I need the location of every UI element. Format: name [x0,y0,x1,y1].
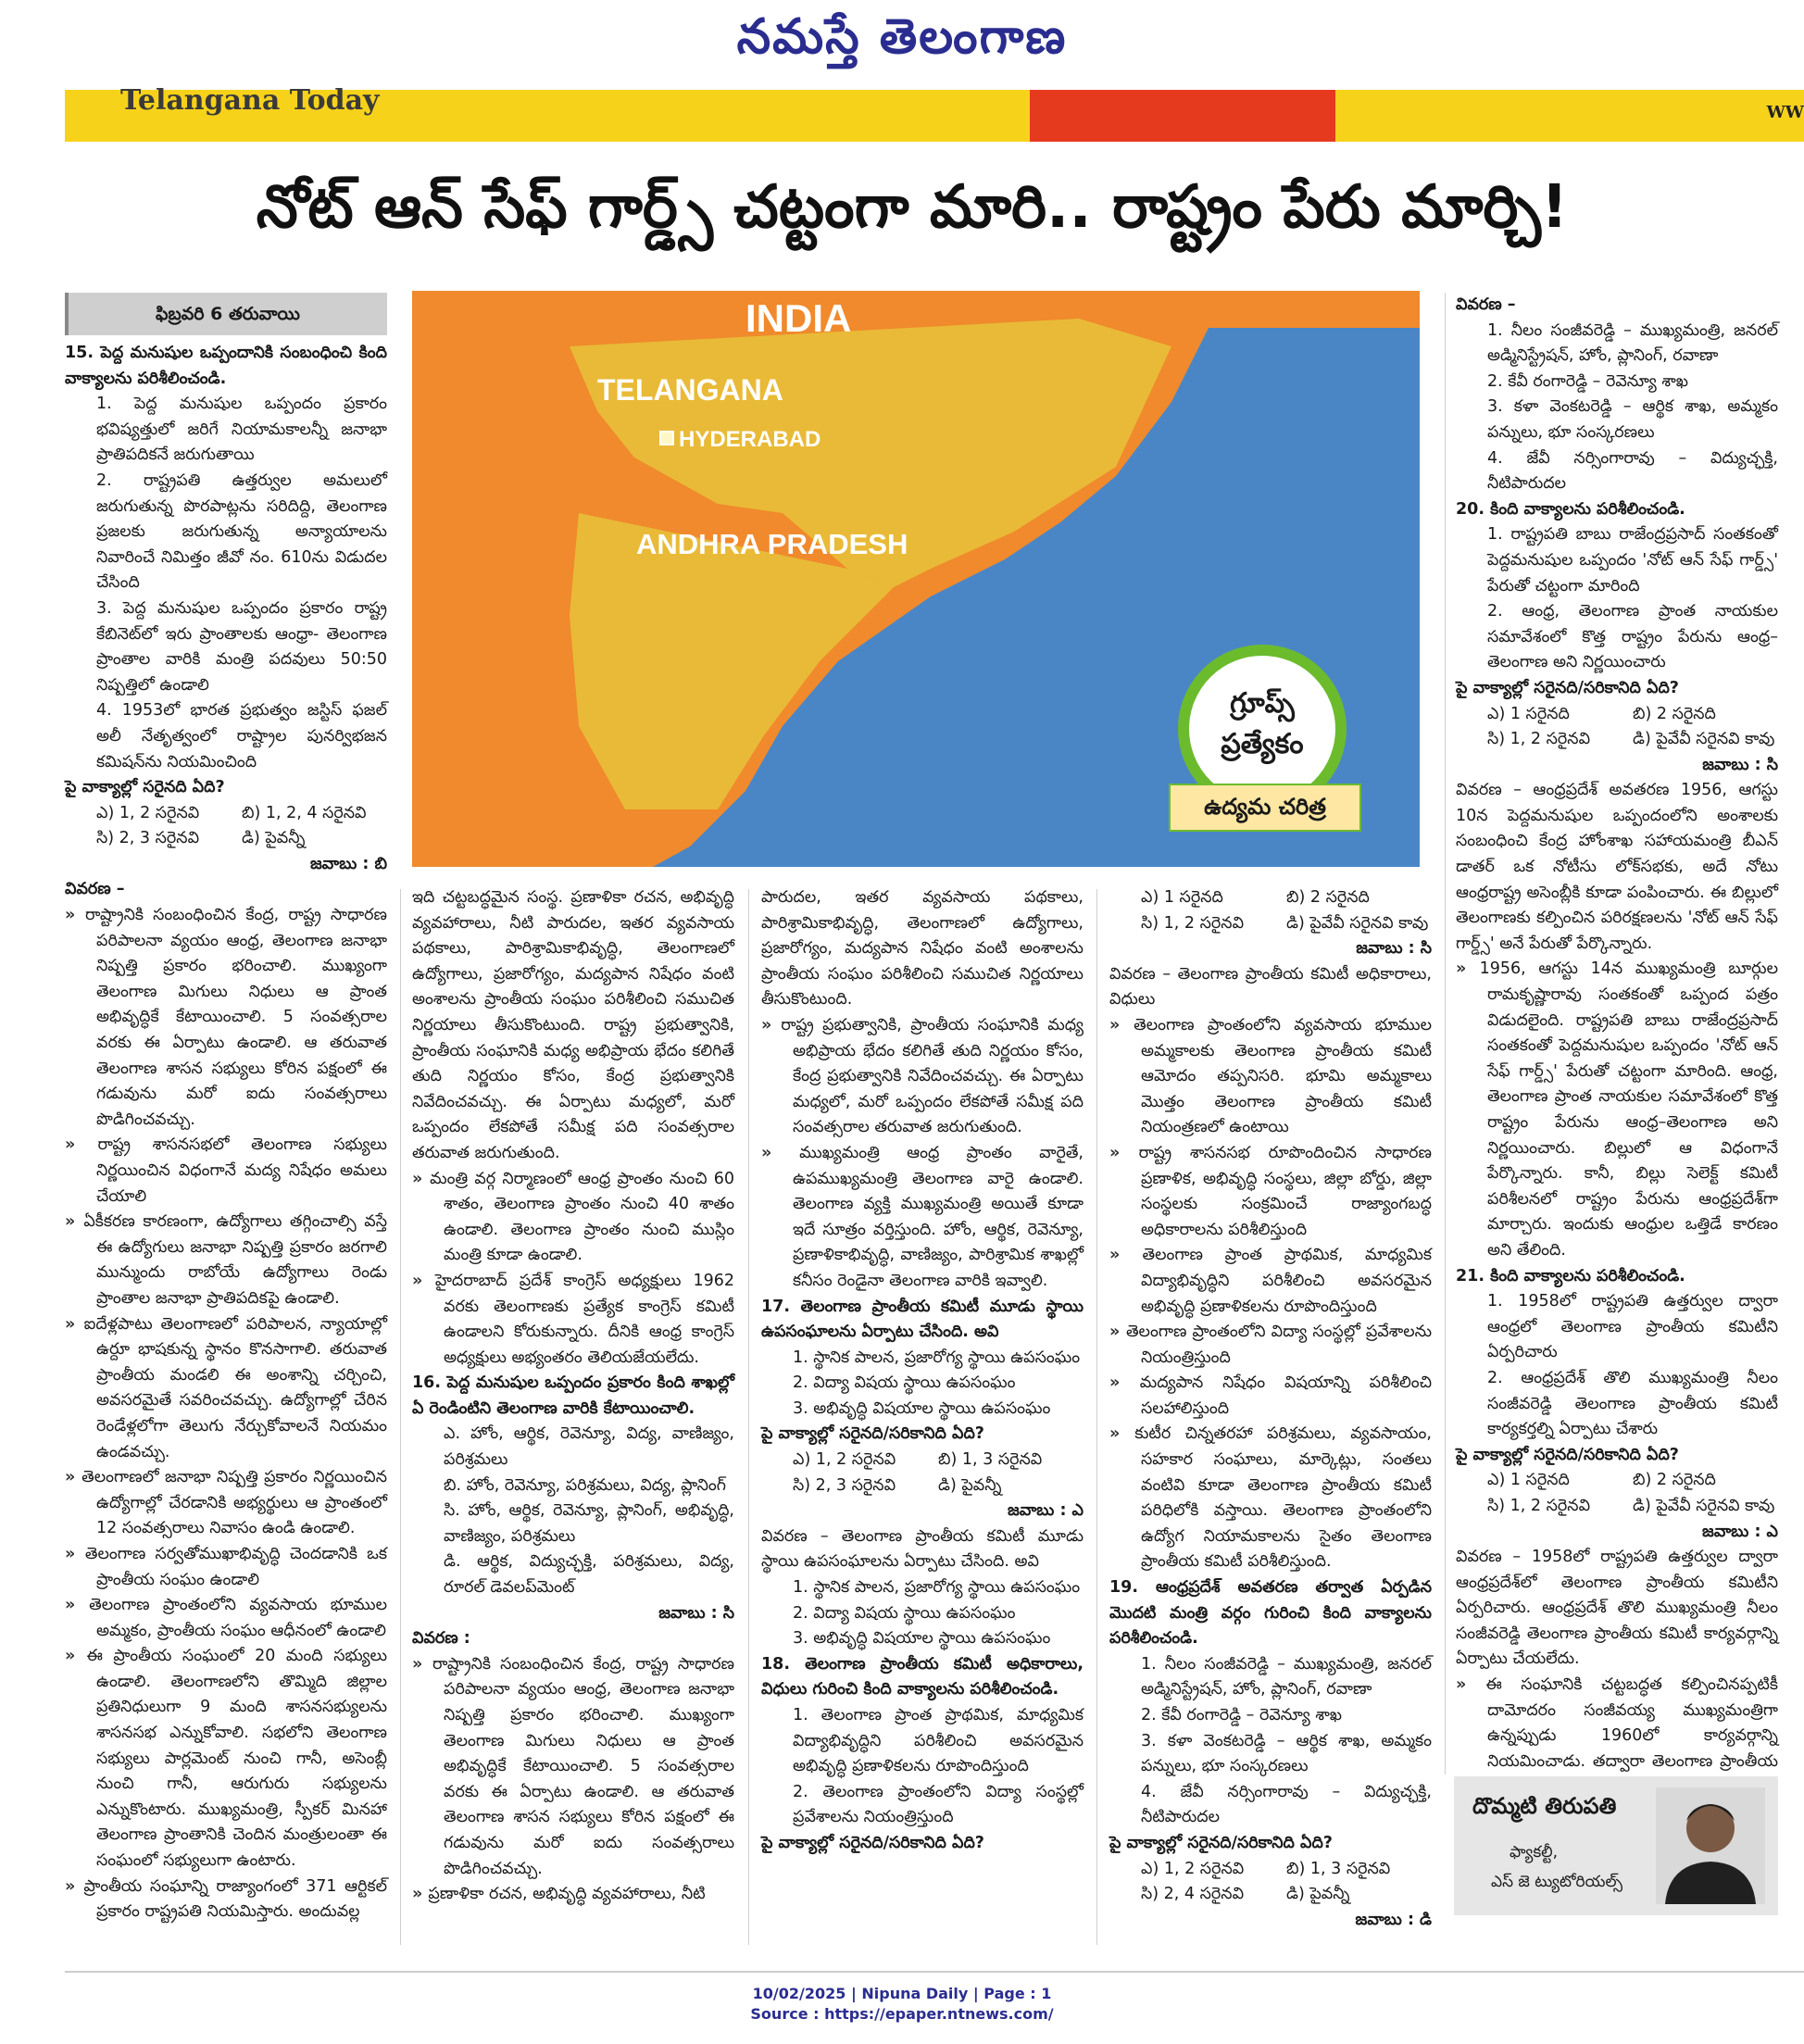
question-20: 20. కింది వాక్యాలను పరిశీలించండి. [1456,499,1685,519]
partner-brand: Telangana Today [120,84,380,117]
author-photo [1656,1787,1765,1904]
question-18: 18. తెలంగాణ ప్రాంతీయ కమిటీ అధికారాలు, విధులు గురించి కింది వాక్యాలను పరిశీలించండి. [761,1654,1084,1699]
question-prompt: పై వాక్యాల్లో సరైనది/సరికానిది ఏది? [761,1424,984,1444]
answer: జవాబు : బి [310,854,387,873]
explanation-point: » ప్రణాళికా రచన, అభివృద్ధి వ్యవహారాలు, నీటి [412,1882,734,1908]
option: బి) 1, 3 సరైనవి [1286,1859,1391,1878]
author-box [1454,1776,1778,1915]
footer [0,1984,1804,2025]
explanation-point: » రాష్ట్ర శాసనసభ రూపొందించిన సాధారణ ప్రణాళిక, అభివృద్ధి సంస్థలు, జిల్లా బోర్డు, జిల్లా సంస్థలకు సంక్రమించే రాజ్యాంగబద్ధ అధికారాలను పరిశీలిస్తుంది [1109,1141,1432,1243]
question-21: 21. కింది వాక్యాలను పరిశీలించండి. [1456,1266,1685,1285]
map-label-india: INDIA [745,296,852,340]
newspaper-logo: నమస్తే తెలంగాణ [736,8,1068,65]
statement: 2. ఆంధ్ర, తెలంగాణ ప్రాంత నాయకుల సమావేశంలో కొత్త రాష్ట్రం పేరును ఆంధ్ర–తెలంగాణ అని నిర్ణయించారు [1487,602,1778,672]
map-label-andhra: ANDHRA PRADESH [636,528,908,560]
badge-line1: గ్రూప్స్ [1230,687,1295,720]
column-4 [1109,885,1432,1933]
statement: 1. రాష్ట్రపతి బాబు రాజేంద్రప్రసాద్ సంతకంతో పెద్దమనుషుల ఒప్పందం 'నోట్ ఆన్ సేఫ్ గార్డ్స్' పేరుతో చట్టంగా మారింది [1487,525,1778,596]
option: బి) 2 సరైనది [1286,888,1370,907]
explanation-point: » 1956, ఆగస్టు 14న ముఖ్యమంత్రి బూర్గుల రామకృష్ణారావు సంతకంతో ఒప్పంద పత్రం విడుదలైంది. రాష్ట్రపతి బాబు రాజేంద్రప్రసాద్ సంతకంతో పెద్దమనుషుల ఒప్పందం 'నోట్ ఆన్ సేఫ్ గార్డ్స్' పేరుతో చట్టంగా మారింది. ఆంధ్ర, తెలంగాణ ప్రాంత నాయకుల సమావేశంలో కొత్త రాష్ట్రం పేరును ఆంధ్ర–తెలంగాణ అని నిర్ణయించారు. బిల్లులో ఆ విధంగానే పేర్కొన్నారు. కానీ, బిల్లు సెలెక్ట్ కమిటీ పరిశీలనలో రాష్ట్రం పేరును ఆంధ్రప్రదేశ్‌గా మార్చారు. ఇందుకు ఆంధ్రుల ఒత్తిడే కారణం అని తేలింది. [1456,957,1778,1263]
answer: జవాబు : సి [1702,755,1778,774]
statement: 3. పెద్ద మనుషుల ఒప్పందం ప్రకారం రాష్ట్ర కేబినెట్‌లో ఇరు ప్రాంతాలకు ఆంధ్రా- తెలంగాణ ప్రాంతాల వారికి మంత్రి పదవులు 50:50 నిష్పత్తిలో ఉండాలి [96,598,387,695]
explanation-point: » మద్యపాన నిషేధం విషయాన్ని పరిశీలించి సలహాలిస్తుంది [1109,1371,1432,1422]
option: సి) 1, 2 సరైనవి [1487,730,1591,749]
statement: 2. ఆంధ్రప్రదేశ్ తొలి ముఖ్యమంత్రి నీలం సంజీవరెడ్డి తెలంగాణ ప్రాంతీయ కమిటీ కార్యకర్తల్ని ఏర్పాటు చేశారు [1487,1368,1778,1439]
options [761,1448,1084,1499]
question-17: 17. తెలంగాణ ప్రాంతీయ కమిటీ మూడు స్థాయి ఉపసంఘాలను ఏర్పాటు చేసింది. అవి [761,1297,1084,1342]
author-role: ఫ్యాకల్టీ, [1510,1843,1559,1862]
options [1456,702,1778,753]
badge-line2: ప్రత్యేకం [1221,728,1304,760]
explanation-point: » హైదరాబాద్ ప్రదేశ్ కాంగ్రెస్ అధ్యక్షులు 1962 వరకు తెలంగాణకు ప్రత్యేక కాంగ్రెస్ కమిటీ ఉండాలని కోరుకున్నారు. దీనికి ఆంధ్ర కాంగ్రెస్ అధ్యక్షులు అభ్యంతరం తెలియజేయలేదు. [412,1269,734,1371]
option: బి) 1, 3 సరైనవి [938,1450,1043,1470]
explanation-label: వివరణ – [65,880,125,899]
statement: 2. విద్యా విషయ స్థాయి ఉపసంఘం [793,1603,1016,1623]
groups-special-badge [1169,645,1358,839]
answer: జవాబు : ఎ [1702,1522,1778,1541]
footer-source-link[interactable]: Source : https://epaper.ntnews.com/ [750,2005,1054,2023]
statement: 2. కేవీ రంగారెడ్డి – రెవెన్యూ శాఖ [1487,371,1688,391]
statement: 2. తెలంగాణ ప్రాంతంలోని విద్యా సంస్థల్లో ప్రవేశాలను నియంత్రిస్తుంది [793,1782,1084,1827]
statement: 1. స్థానిక పాలన, ప్రజారోగ్య స్థాయి ఉపసంఘం [793,1578,1081,1598]
statement: 4. జేవీ నర్సింగారావు – విద్యుచ్ఛక్తి, నీటిపారుదల [1141,1782,1432,1827]
option: సి) 2, 3 సరైనవి [793,1475,896,1495]
options [1456,1468,1778,1519]
statement: 1. నీలం సంజీవరెడ్డి – ముఖ్యమంత్రి, జనరల్ అడ్మినిస్ట్రేషన్, హోం, ప్లానింగ్, రవాణా [1141,1654,1432,1699]
options [65,801,387,852]
option: డి. ఆర్థిక, విద్యుచ్ఛక్తి, పరిశ్రమలు, విద్య, రూరల్ డెవలప్‌మెంట్ [444,1552,734,1598]
column-2 [412,885,734,1908]
column-5 [1456,293,1778,1800]
explanation: వివరణ – తెలంగాణ ప్రాంతీయ కమిటీ మూడు స్థాయి ఉపసంఘాలను ఏర్పాటు చేసింది. అవి [761,1526,1084,1572]
explanation-point: » తెలంగాణ ప్రాంత ప్రాథమిక, మాధ్యమిక విద్యాభివృద్ధిని పరిశీలించి అవసరమైన అభివృద్ధి ప్రణాళికలను రూపొందిస్తుంది [1109,1243,1432,1320]
explanation-point: » రాష్ట్రానికి సంబంధించిన కేంద్ర, రాష్ట్ర సాధారణ పరిపాలనా వ్యయం ఆంధ్ర, తెలంగాణ జనాభా నిష్పత్తి ప్రకారం భరించాలి. ముఖ్యంగా తెలంగాణ మిగులు నిధులు ఆ ప్రాంత అభివృద్ధికే కేటాయించాలి. 5 సంవత్సరాల వరకు ఈ ఏర్పాటు ఉండాలి. ఆ తరువాత తెలంగాణ శాసన సభ్యులు కోరిన పక్షంలో ఈ గడువును మరో ఐదు సంవత్సరాలు పొడిగించవచ్చు. [412,1652,734,1882]
option: సి. హోం, ఆర్థిక, రెవెన్యూ, ప్లానింగ్, అభివృద్ధి, వాణిజ్యం, పరిశ్రమలు [444,1501,734,1546]
option: బి. హోం, రెవెన్యూ, పరిశ్రమలు, విద్య, ప్లానింగ్ [444,1475,727,1495]
explanation-point: » తెలంగాణలో జనాభా నిష్పత్తి ప్రకారం నిర్ణయించిన ఉద్యోగాల్లో చేరడానికి అభ్యర్థులు ఆ ప్రాంతంలో 12 సంవత్సరాలు నివాసం ఉండి ఉండాలి. [65,1465,387,1542]
column-divider [1445,293,1446,1774]
explanation-point: » తెలంగాణ ప్రాంతంలోని వ్యవసాయ భూముల అమ్మకం, ప్రాంతీయ సంఘం ఆధీనంలో ఉండాలి [65,1593,387,1644]
option: డి) పైవేవీ సరైనవి కావు [1633,1496,1775,1515]
option: డి) పైవేవీ సరైనవి కావు [1286,913,1429,933]
map-label-hyderabad: HYDERABAD [679,427,821,452]
section-label: ఫిబ్రవరి 6 తరువాయి [65,293,387,335]
author-name: దొమ్మటి తిరుపతి [1472,1793,1617,1819]
statement: 2. విద్యా విషయ స్థాయి ఉపసంఘం [793,1373,1016,1393]
footer-divider [65,1971,1804,1973]
option: ఎ) 1 సరైనది [1487,704,1570,723]
explanation-point: » రాష్ట్రానికి సంబంధించిన కేంద్ర, రాష్ట్ర సాధారణ పరిపాలనా వ్యయం ఆంధ్ర, తెలంగాణ జనాభా నిష్పత్తి ప్రకారం భరించాలి. ముఖ్యంగా తెలంగాణ మిగులు నిధులు ఆ ప్రాంత అభివృద్ధికే కేటాయించాలి. 5 సంవత్సరాల వరకు ఈ ఏర్పాటు ఉండాలి. ఆ తరువాత తెలంగాణ శాసన సభ్యులు కోరిన పక్షంలో ఈ గడువును మరో ఐదు సంవత్సరాలు పొడిగించవచ్చు. [65,903,387,1133]
option: డి) పైవన్నీ [938,1475,1002,1495]
statement: 1. స్థానిక పాలన, ప్రజారోగ్య స్థాయి ఉపసంఘం [793,1348,1081,1367]
statement: 2. రాష్ట్రపతి ఉత్తర్వుల అమలులో జరుగుతున్న పొరపాట్లను సరిదిద్ది, తెలంగాణ ప్రజలకు జరుగుతున్న అన్యాయాలను నివారించే నిమిత్తం జీవో నం. 610ను విడుదల చేసింది [96,470,387,593]
answer: జవాబు : ఎ [1008,1501,1084,1521]
explanation-point: » తెలంగాణ ప్రాంతంలోని విద్యా సంస్థల్లో ప్రవేశాలను నియంత్రిస్తుంది [1109,1320,1432,1371]
option: బి) 2 సరైనది [1633,1471,1716,1490]
column-divider [400,889,401,1945]
question-prompt: పై వాక్యాల్లో సరైనది/సరికానిది ఏది? [1109,1833,1333,1852]
option: సి) 1, 2 సరైనవి [1487,1496,1591,1515]
statement: 3. అభివృద్ధి విషయాల స్థాయి ఉపసంఘం [793,1629,1051,1649]
badge-ribbon: ఉద్యమ చరిత్ర [1169,784,1361,832]
statement: 3. కళా వెంకటరెడ్డి – ఆర్థిక శాఖ, అమ్మకం పన్నులు, భూ సంస్కరణలు [1487,397,1778,442]
question-prompt: పై వాక్యాల్లో సరైనది ఏది? [65,778,225,797]
explanation-label: వివరణ : [412,1629,470,1649]
statement: 1. 1958లో రాష్ట్రపతి ఉత్తర్వుల ద్వారా ఆంధ్రలో తెలంగాణ ప్రాంతీయ కమిటీని ఏర్పరిచారు [1487,1292,1778,1362]
statement: 1. పెద్ద మనుషుల ఒప్పందం ప్రకారం భవిష్యత్తులో జరిగే నియామకాలన్నీ జనాభా ప్రాతిపదికనే జరుగుతాయి [96,395,387,465]
statement: 4. 1953లో భారత ప్రభుత్వం జస్టిస్ ఫజల్ అలీ నేతృత్వంలో రాష్ట్రాల పునర్విభజన కమిషన్‌ను నియమించింది [96,701,387,771]
statement: 2. కేవీ రంగారెడ్డి – రెవెన్యూ శాఖ [1141,1706,1342,1724]
explanation-point: » ఏకీకరణ కారణంగా, ఉద్యోగాలు తగ్గించాల్సి వస్తే ఈ ఉద్యోగులు జనాభా నిష్పత్తి ప్రకారం జరగాలి మున్ముందు రాబోయే ఉద్యోగాలు రెండు ప్రాంతాల జనాభా ప్రాతిపదికపై ఉండాలి. [65,1210,387,1311]
option: సి) 1, 2 సరైనవి [1141,913,1245,933]
question-16: 16. పెద్ద మనుషుల ఒప్పందం ప్రకారం కింది శాఖల్లో ఏ రెండింటిని తెలంగాణ వారికి కేటాయించాలి. [412,1373,734,1418]
masthead [0,0,1804,74]
options [1109,885,1432,936]
question-19: 19. ఆంధ్రప్రదేశ్ అవతరణ తర్వాత ఏర్పడిన మొదటి మంత్రి వర్గం గురించి కింది వాక్యాలను పరిశీలించండి. [1109,1578,1432,1649]
author-institute: ఎస్ జె ట్యుటోరియల్స్ [1491,1873,1623,1891]
paragraph: ఇది చట్టబద్ధమైన సంస్థ. ప్రణాళికా రచన, అభివృద్ధి వ్యవహారాలు, నీటి పారుదల, ఇతర వ్యవసాయ పథకాలు, పారిశ్రామికాభివృద్ధి, తెలంగాణలో ఉద్యోగాలు, ప్రజారోగ్యం, మద్యపాన నిషేధం వంటి అంశాలను ప్రాంతీయ సంఘం పరిశీలించి సముచిత నిర్ణయాలు తీసుకొంటుంది. రాష్ట్ర ప్రభుత్వానికి, ప్రాంతీయ సంఘానికి మధ్య అభిప్రాయ భేదం కలిగితే తుది నిర్ణయం కోసం, కేంద్ర ప్రభుత్వానికి నివేదించవచ్చు. ఈ ఏర్పాటు మధ్యలో, మరో ఒప్పందం లేకపోతే సమీక్ష పది సంవత్సరాల తరువాత జరుగుతుంది. [412,888,734,1162]
option: ఎ) 1, 2 సరైనవి [96,803,200,822]
explanation-point: » ఐదేళ్లపాటు తెలంగాణలో పరిపాలన, న్యాయాల్లో ఉర్దూ భాషకున్న స్థానం కొనసాగాలి. తరువాత ప్రాంతీయ మండలి ఈ అంశాన్ని చర్చించి, అవసరమైతే సవరించవచ్చు. ఉద్యోగాల్లో చేరిన రెండేళ్లలోగా తెలుగు నేర్చుకోవాలనే నియమం ఉండవచ్చు. [65,1312,387,1466]
explanation: వివరణ – 1958లో రాష్ట్రపతి ఉత్తర్వుల ద్వారా ఆంధ్రప్రదేశ్‌లో తెలంగాణ ప్రాంతీయ కమిటీని ఏర్పరిచారు. ఆంధ్రప్రదేశ్ తొలి ముఖ్యమంత్రి నీలం సంజీవరెడ్డి తెలంగాణ ప్రాంతీయ కమిటీ కార్యవర్గాన్ని ఏర్పాటు చేయలేదు. [1456,1548,1778,1669]
explanation: వివరణ – ఆంధ్రప్రదేశ్ అవతరణ 1956, ఆగస్టు 10న పెద్దమనుషుల ఒప్పందంలోని అంశాలకు సంబంధించి కేంద్ర హోంశాఖ సహాయమంత్రి బీఎన్ డాతర్ ఒక నోటీసు లోక్‌సభకు, అదే నోటు ఆంధ్రరాష్ట్ర అసెంబ్లీకి కూడా పంపించారు. ఈ బిల్లులో తెలంగాణకు కల్పించిన పరిరక్షణలను 'నోట్ ఆన్ సేఫ్ గార్డ్స్' అనే పేరుతో పేర్కొన్నారు. [1456,781,1778,953]
question-prompt: పై వాక్యాల్లో సరైనది/సరికానిది ఏది? [1456,1445,1679,1464]
explanation-label: వివరణ – [1456,295,1516,314]
column-divider [748,889,749,1945]
option: బి) 1, 2, 4 సరైనవి [242,803,367,822]
map-label-telangana: TELANGANA [597,373,783,407]
explanation-point: » కుటీర చిన్నతరహా పరిశ్రమలు, వ్యవసాయం, సహకార సంఘాలు, మార్కెట్లు, సంతలు వంటివి కూడా తెలంగాణ ప్రాంతీయ కమిటీ పరిధిలోకి వస్తాయి. తెలంగాణ ప్రాంతంలోని ఉద్యోగ నియామకాలను సైతం తెలంగాణ ప్రాంతీయ కమిటీ పరిశీలిస్తుంది. [1109,1422,1432,1575]
footer-date-line: 10/02/2025 | Nipuna Daily | Page : 1 [752,1985,1052,2002]
statement: 3. కళా వెంకటరెడ్డి – ఆర్థిక శాఖ, అమ్మకం పన్నులు, భూ సంస్కరణలు [1141,1731,1432,1776]
option: ఎ) 1, 2 సరైనవి [1141,1859,1245,1878]
option: బి) 2 సరైనది [1633,704,1716,723]
explanation: వివరణ – తెలంగాణ ప్రాంతీయ కమిటీ అధికారాలు, విధులు [1109,964,1432,1009]
option: సి) 2, 3 సరైనవి [96,829,200,848]
column-divider [1096,889,1097,1945]
option: ఎ) 1 సరైనది [1487,1471,1570,1490]
explanation-point: » తెలంగాణ సర్వతోముఖాభివృద్ధి చెందడానికి ఒక ప్రాంతీయ సంఘం ఉండాలి [65,1542,387,1593]
option: ఎ. హోం, ఆర్థిక, రెవెన్యూ, విద్య, వాణిజ్యం, పరిశ్రమలు [444,1424,734,1470]
question-prompt: పై వాక్యాల్లో సరైనది/సరికానిది ఏది? [1456,678,1679,697]
top-banner [65,84,1804,142]
statement: 3. అభివృద్ధి విషయాల స్థాయి ఉపసంఘం [793,1398,1051,1418]
column-1 [65,293,387,1925]
option: సి) 2, 4 సరైనవి [1141,1885,1245,1904]
explanation-point: » తెలంగాణ ప్రాంతంలోని వ్యవసాయ భూముల అమ్మకాలకు తెలంగాణ ప్రాంతీయ కమిటీ ఆమోదం తప్పనిసరి. భూమి అమ్మకాలు మొత్తం తెలంగాణ ప్రాంతీయ కమిటీ నియంత్రణలో ఉంటాయి [1109,1013,1432,1141]
statement: 1. నీలం సంజీవరెడ్డి – ముఖ్యమంత్రి, జనరల్ అడ్మినిస్ట్రేషన్, హోం, ప్లానింగ్, రవాణా [1487,320,1778,366]
banner-web-text: WW [1766,103,1804,122]
explanation-point: » ముఖ్యమంత్రి ఆంధ్ర ప్రాంతం వారైతే, ఉపముఖ్యమంత్రి తెలంగాణ వారై ఉండాలి. తెలంగాణ వ్యక్తి ముఖ్యమంత్రి అయితే కూడా ఇదే సూత్రం వర్తిస్తుంది. హోం, ఆర్థిక, రెవెన్యూ, ప్రణాళికాభివృద్ధి, వాణిజ్యం, పారిశ్రామిక శాఖల్లో కనీసం రెండైనా తెలంగాణ వారికి ఇవ్వాలి. [761,1141,1084,1295]
main-headline: నోట్ ఆన్ సేఫ్ గార్డ్స్ చట్టంగా మారి.. రాష్ట్రం పేరు మార్చి! [256,173,1569,242]
explanation-point: » రాష్ట్ర ప్రభుత్వానికి, ప్రాంతీయ సంఘానికి మధ్య అభిప్రాయ భేదం కలిగితే తుది నిర్ణయం కోసం, కేంద్ర ప్రభుత్వానికి నివేదించవచ్చు. ఈ ఏర్పాటు మధ్యలో, మరో ఒప్పందం లేకపోతే సమీక్ష పది సంవత్సరాల తరువాత జరుగుతుంది. [761,1013,1084,1141]
person-icon [1656,1787,1765,1904]
option: డి) పైవన్నీ [242,829,306,848]
option: ఎ) 1, 2 సరైనవి [793,1450,896,1470]
statement: 4. జేవీ నర్సింగారావు – విద్యుచ్ఛక్తి, నీటిపారుదల [1487,448,1778,494]
options [1109,1857,1432,1908]
explanation-point: » ఈ సంఘానికి చట్టబద్ధత కల్పించినప్పటికీ దామోదరం సంజీవయ్య ముఖ్యమంత్రిగా ఉన్నప్పుడు 1960లో కార్యవర్గాన్ని నియమించాడు. తద్వారా తెలంగాణ ప్రాంతీయ [1456,1673,1778,1800]
answer: జవాబు : డి [1355,1910,1432,1929]
statement: 1. తెలంగాణ ప్రాంత ప్రాథమిక, మాధ్యమిక విద్యాభివృద్ధిని పరిశీలించి అవసరమైన అభివృద్ధి ప్రణాళికలను రూపొందిస్తుంది [793,1706,1084,1776]
paragraph: పారుదల, ఇతర వ్యవసాయ పథకాలు, పారిశ్రామికాభివృద్ధి, తెలంగాణలో ఉద్యోగాలు, ప్రజారోగ్యం, మద్యపాన నిషేధం వంటి అంశాలను ప్రాంతీయ సంఘం పరిశీలించి సముచిత నిర్ణయాలు తీసుకొంటుంది. [761,888,1084,1009]
banner-red-block [1030,90,1335,142]
explanation-point: » ప్రాంతీయ సంఘాన్ని రాజ్యాంగంలో 371 ఆర్టికల్ ప్రకారం రాష్ట్రపతి నియమిస్తారు. అందువల్ల [65,1875,387,1925]
option: డి) పైవన్నీ [1286,1885,1350,1904]
answer: జవాబు : సి [658,1603,734,1623]
question-15: 15. పెద్ద మనుషుల ఒప్పందానికి సంబంధించి కింది వాక్యాలను పరిశీలించండి. [65,344,387,388]
option: ఎ) 1 సరైనది [1141,888,1223,907]
explanation-point: » ఈ ప్రాంతీయ సంఘంలో 20 మంది సభ్యులు ఉండాలి. తెలంగాణలోని తొమ్మిది జిల్లాల ప్రతినిధులుగా 9 మంది శాసనసభ్యులను శాసనసభ ఎన్నుకోవాలి. సభలోని తెలంగాణ సభ్యులు పార్లమెంట్ నుంచి గానీ, అసెంబ్లీ నుంచి గానీ, ఆరుగురు సభ్యులను ఎన్నుకొంటారు. ముఖ్యమంత్రి, స్పీకర్ మినహా తెలంగాణ ప్రాంతానికి చెందిన మంత్రులంతా ఈ సంఘంలో సభ్యులుగా ఉంటారు. [65,1644,387,1874]
question-prompt: పై వాక్యాల్లో సరైనది/సరికానిది ఏది? [761,1833,984,1852]
explanation-point: » మంత్రి వర్గ నిర్మాణంలో ఆంధ్ర ప్రాంతం నుంచి 60 శాతం, తెలంగాణ ప్రాంతం నుంచి 40 శాతం ఉండాలి. తెలంగాణ ప్రాంతం నుంచి ముస్లిం మంత్రి కూడా ఉండాలి. [412,1167,734,1269]
explanation-point: » రాష్ట్ర శాసనసభలో తెలంగాణ సభ్యులు నిర్ణయించిన విధంగానే మద్య నిషేధం అమలు చేయాలి [65,1133,387,1210]
answer: జవాబు : సి [1356,939,1432,959]
option: డి) పైవేవీ సరైనవి కావు [1633,730,1775,749]
column-3 [761,885,1084,1857]
